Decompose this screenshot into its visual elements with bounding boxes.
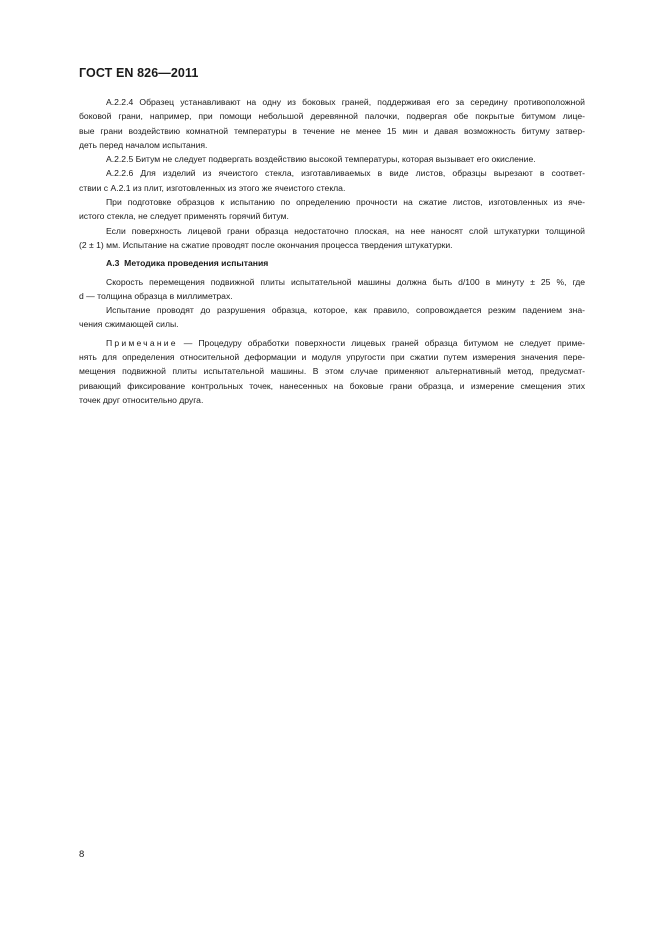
text-line: вые грани воздействию комнатной температуры в течение не менее 15 мин и давая возможность битуму затвер- xyxy=(79,125,585,136)
document-header: ГОСТ EN 826—2011 xyxy=(79,66,199,80)
section-number: А.3 xyxy=(106,258,120,269)
paragraph-a-2-2-4 xyxy=(79,95,585,152)
paragraph-hot-bitumen xyxy=(79,195,585,224)
text-line: Если поверхность лицевой грани образца недостаточно плоская, на нее наносят слой штукатурки толщиной xyxy=(106,225,585,236)
paragraph-a-2-2-6 xyxy=(79,166,585,195)
note-paragraph xyxy=(79,336,585,407)
text-line: чения сжимающей силы. xyxy=(79,319,179,330)
text-line: А.2.2.5 Битум не следует подвергать воздействию высокой температуры, которая вызывает его окисление. xyxy=(106,154,536,165)
text-line: А.2.2.4 Образец устанавливают на одну из боковых граней, поддерживая его за середину противоположной xyxy=(106,97,585,107)
paragraph-a-2-2-5 xyxy=(79,152,585,166)
text-line: нять для определения относительной деформации и модуля упругости при сжатии путем измерения значения пере- xyxy=(79,352,585,363)
note-text-start: — Процедуру обработки поверхности лицевых граней образца битумом не следует приме- xyxy=(177,337,585,348)
text-line: ствии с А.2.1 из плит, изготовленных из этого же ячеистого стекла. xyxy=(79,182,346,193)
paragraph-speed xyxy=(79,275,585,304)
text-line: мещения подвижной плиты испытательной машины. В этом случае применяют альтернативный метод, предусмат- xyxy=(79,366,585,377)
text-line: Испытание проводят до разрушения образца, которое, как правило, сопровождается резким падением зна- xyxy=(106,305,585,316)
document-body xyxy=(79,95,585,407)
paragraph-failure xyxy=(79,303,585,332)
text-line: d — толщина образца в миллиметрах. xyxy=(79,290,233,301)
text-line: При подготовке образцов к испытанию по определению прочности на сжатие листов, изготовленных из яче- xyxy=(106,197,585,208)
paragraph-plaster xyxy=(79,224,585,253)
text-line: точек друг относительно друга. xyxy=(79,394,204,405)
page-number: 8 xyxy=(79,849,85,860)
section-name: Методика проведения испытания xyxy=(124,258,269,269)
text-line: деть перед началом испытания. xyxy=(79,139,208,150)
section-title xyxy=(79,256,585,270)
text-line: А.2.2.6 Для изделий из ячеистого стекла, изготавливаемых в виде листов, образцы вырезают в соответ- xyxy=(106,168,585,179)
text-line: истого стекла, не следует применять горячий битум. xyxy=(79,211,289,222)
text-line: Скорость перемещения подвижной плиты испытательной машины должна быть d/100 в минуту ± 25 %, где xyxy=(106,276,585,287)
text-line: (2 ± 1) мм. Испытание на сжатие проводят после окончания процесса твердения штукатурки. xyxy=(79,239,453,250)
section-heading-a-3 xyxy=(79,256,585,270)
text-line: боковой грани, например, при помощи небольшой деревянной палочки, подвергая обе покрытые битумом лице- xyxy=(79,111,585,122)
text-line: ривающий фиксирование контрольных точек, нанесенных на боковые грани образца, и измерение смещения этих xyxy=(79,380,585,391)
text-line xyxy=(79,336,585,350)
note-label: Примечание xyxy=(106,337,178,348)
